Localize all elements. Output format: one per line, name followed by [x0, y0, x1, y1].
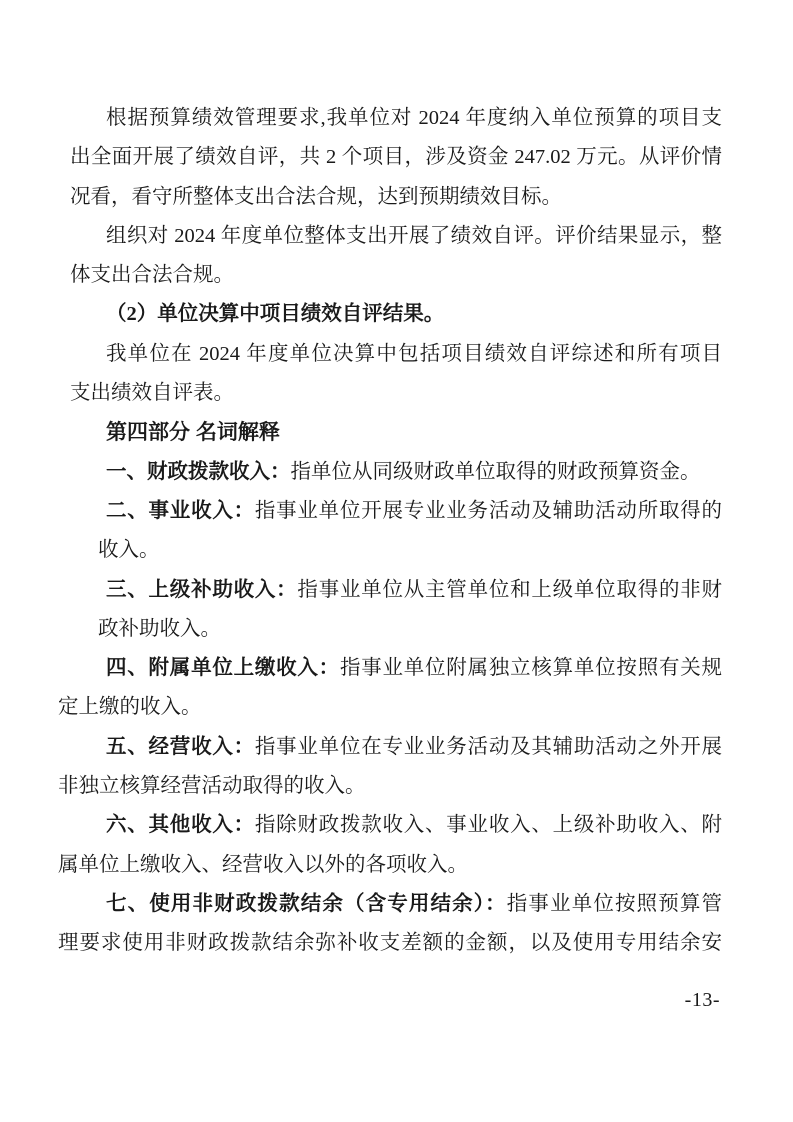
- text-segment: 出全面开展了绩效自评，共 2 个项目，涉及资金 247.02 万元。从评价情: [70, 146, 722, 169]
- text-segment: 理要求使用非财政拨款结余弥补收支差额的金额，以及使用专用结余安: [58, 932, 722, 955]
- text-segment: 定上缴的收入。: [58, 696, 202, 719]
- text-line: [58, 885, 722, 924]
- text-line: [58, 924, 722, 963]
- text-segment: 属单位上缴收入、经营收入以外的各项收入。: [58, 853, 468, 876]
- text-line: [58, 335, 722, 374]
- text-line: [58, 217, 722, 256]
- text-line: [58, 806, 722, 845]
- text-line: [58, 728, 722, 767]
- text-segment: 指事业单位在专业业务活动及其辅助活动之外开展: [254, 735, 722, 758]
- bold-text-segment: 五、经营收入：: [106, 735, 255, 758]
- bold-text-segment: 三、上级补助收入：: [106, 578, 298, 601]
- bold-text-segment: 第四部分 名词解释: [106, 421, 280, 445]
- text-line: [58, 413, 722, 452]
- text-line: [58, 688, 722, 727]
- text-segment: 指事业单位从主管单位和上级单位取得的非财: [297, 578, 722, 601]
- text-segment: 收入。: [98, 539, 160, 562]
- bold-text-segment: 四、附属单位上缴收入：: [106, 657, 340, 680]
- text-line: [58, 492, 722, 531]
- text-segment: 体支出合法合规。: [70, 264, 234, 287]
- text-line: [58, 178, 722, 217]
- text-line: [58, 846, 722, 885]
- text-segment: 支出绩效自评表。: [70, 382, 234, 405]
- text-segment: 指除财政拨款收入、事业收入、上级补助收入、附: [254, 814, 722, 837]
- text-line: [58, 531, 722, 570]
- bold-text-segment: 七、使用非财政拨款结余（含专用结余）：: [106, 892, 507, 915]
- text-line: [58, 571, 722, 610]
- text-line: [58, 374, 722, 413]
- text-line: [58, 295, 722, 334]
- text-segment: 我单位在 2024 年度单位决算中包括项目绩效自评综述和所有项目: [106, 342, 722, 365]
- page-number: -13-: [684, 989, 720, 1011]
- text-segment: 指单位从同级财政单位取得的财政预算资金。: [290, 460, 701, 483]
- text-segment: 政补助收入。: [98, 617, 221, 640]
- bold-text-segment: （2）单位决算中项目绩效自评结果。: [106, 303, 445, 326]
- text-line: [58, 138, 722, 177]
- text-line: [58, 99, 722, 138]
- text-segment: 指事业单位开展专业业务活动及辅助活动所取得的: [254, 499, 722, 522]
- bold-text-segment: 一、财政拨款收入：: [106, 460, 291, 483]
- text-segment: 指事业单位附属独立核算单位按照有关规: [339, 657, 722, 680]
- bold-text-segment: 六、其他收入：: [106, 814, 255, 837]
- bold-text-segment: 二、事业收入：: [106, 499, 255, 522]
- text-segment: 组织对 2024 年度单位整体支出开展了绩效自评。评价结果显示，整: [106, 224, 722, 247]
- text-segment: 况看，看守所整体支出合法合规，达到预期绩效目标。: [70, 185, 562, 208]
- text-line: [58, 453, 722, 492]
- text-line: [58, 767, 722, 806]
- text-line: [58, 256, 722, 295]
- text-segment: 根据预算绩效管理要求,我单位对 2024 年度纳入单位预算的项目支: [106, 107, 722, 129]
- text-segment: 非独立核算经营活动取得的收入。: [58, 775, 366, 798]
- text-line: [58, 610, 722, 649]
- text-line: [58, 649, 722, 688]
- text-segment: 指事业单位按照预算管: [506, 892, 722, 915]
